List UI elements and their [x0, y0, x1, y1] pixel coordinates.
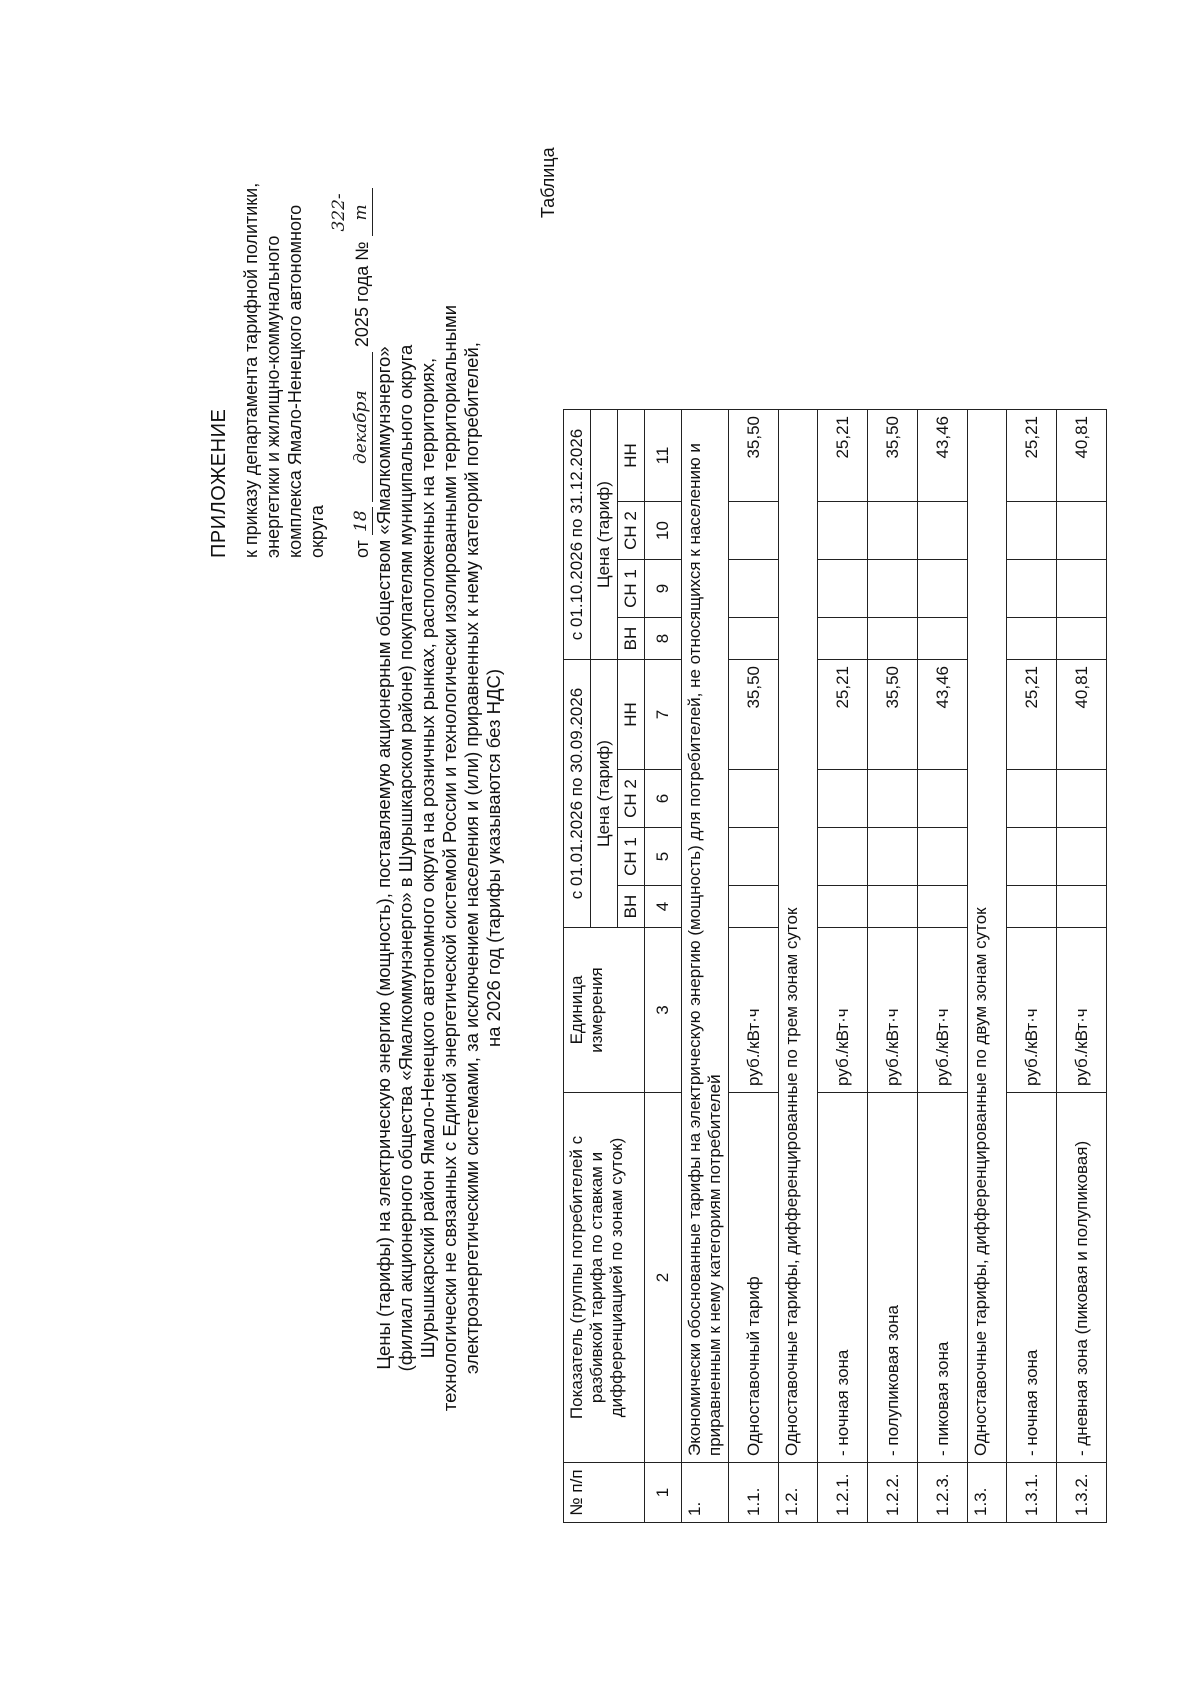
- tariff-value: [818, 560, 868, 618]
- table-row: [1007, 410, 1057, 1523]
- table-row: [729, 410, 779, 1523]
- subsection-label: Одноставочные тарифы, дифференцированные по двум зонам суток: [968, 410, 1007, 1463]
- tariff-value: [1007, 618, 1057, 660]
- column-number: 7: [645, 660, 682, 770]
- row-num: 1.2.1.: [818, 1463, 868, 1523]
- row-num: 1.1.: [729, 1463, 779, 1523]
- tariff-value: [918, 618, 968, 660]
- title-line: на 2026 год (тарифы указываются без НДС): [483, 668, 504, 1048]
- tariff-value: [1007, 502, 1057, 560]
- table-row: [868, 410, 918, 1523]
- column-number: 1: [645, 1463, 682, 1523]
- tariff-value: [1007, 560, 1057, 618]
- row-unit: руб./кВт·ч: [1007, 928, 1057, 1093]
- column-number: 11: [645, 410, 682, 502]
- row-unit: руб./кВт·ч: [818, 928, 868, 1093]
- row-label: - полупиковая зона: [868, 1093, 918, 1463]
- title-line: Шурышкарский район Ямало-Ненецкого автономного округа на розничных рынках, расположенных на территориях,: [417, 357, 438, 1359]
- tariff-value: 25,21: [818, 660, 868, 770]
- row-num: 1.3.: [968, 1463, 1007, 1523]
- subsection-row: [968, 410, 1007, 1523]
- handwritten-order-number: 322-т: [328, 188, 373, 236]
- header-period-1: с 01.01.2026 по 30.09.2026: [564, 660, 591, 928]
- row-label: - ночная зона: [1007, 1093, 1057, 1463]
- title-line: технологически не связанных с Единой энергетической системой России и технологически изолированными территориальными: [439, 304, 460, 1412]
- tariff-value: [918, 828, 968, 886]
- tariff-value: [868, 828, 918, 886]
- table-row: [1057, 410, 1107, 1523]
- tariff-value: [868, 560, 918, 618]
- tariff-value: [818, 828, 868, 886]
- tariff-value: 35,50: [729, 660, 779, 770]
- tariff-value: 25,21: [1007, 410, 1057, 502]
- appendix-line: к приказу департамента тарифной политики,: [241, 182, 261, 558]
- section-text: Экономически обоснованные тарифы на электрическую энергию (мощность) для потребителей, не относящихся к населению и приравненным к нему категориям потребителей: [682, 410, 729, 1463]
- table-row: [918, 410, 968, 1523]
- tariff-value: [918, 502, 968, 560]
- subsection-row: [779, 410, 818, 1523]
- column-number: 2: [645, 1093, 682, 1463]
- tariff-value: [1057, 828, 1107, 886]
- row-num: 1.: [682, 1463, 729, 1523]
- document-sheet: [208, 78, 1091, 1618]
- header-level: СН 1: [618, 560, 645, 618]
- column-number: 3: [645, 928, 682, 1093]
- tariff-value: 40,81: [1057, 410, 1107, 502]
- table-row: [818, 410, 868, 1523]
- column-number: 10: [645, 502, 682, 560]
- tariff-value: [1007, 828, 1057, 886]
- tariff-value: [818, 618, 868, 660]
- tariff-value: [818, 502, 868, 560]
- header-level: СН 1: [618, 828, 645, 886]
- appendix-heading: ПРИЛОЖЕНИЕ: [208, 408, 230, 558]
- tariff-value: [1007, 770, 1057, 828]
- header-period-2: с 01.10.2026 по 31.12.2026: [564, 410, 591, 660]
- tariff-value: 43,46: [918, 410, 968, 502]
- tariff-value: 35,50: [868, 410, 918, 502]
- header-level: НН: [618, 410, 645, 502]
- appendix-block: [208, 88, 373, 558]
- tariff-value: [729, 618, 779, 660]
- handwritten-month: декабря: [350, 352, 373, 502]
- title-line: (филиал акционерного общества «Ямалкоммунэнерго» в Шурышкарском районе) покупателям муниципального округа: [395, 344, 416, 1372]
- tariff-value: [729, 502, 779, 560]
- tariff-value: [868, 886, 918, 928]
- row-unit: руб./кВт·ч: [918, 928, 968, 1093]
- tariff-value: [1057, 886, 1107, 928]
- row-num: 1.3.1.: [1007, 1463, 1057, 1523]
- row-num: 1.3.2.: [1057, 1463, 1107, 1523]
- tariff-value: [918, 886, 968, 928]
- tariff-value: [1007, 886, 1057, 928]
- tariff-table: [563, 409, 1107, 1523]
- appendix-line: комплекса Ямало-Ненецкого автономного: [285, 204, 305, 558]
- column-number-row: [645, 410, 682, 1523]
- tariff-value: 40,81: [1057, 660, 1107, 770]
- title-line: электроэнергетическими системами, за исключением населения и (или) приравненных к нему категорий потребителей,: [461, 342, 482, 1374]
- row-unit: руб./кВт·ч: [729, 928, 779, 1093]
- tariff-value: 35,50: [729, 410, 779, 502]
- tariff-value: [868, 618, 918, 660]
- header-level: СН 2: [618, 770, 645, 828]
- tariff-value: 25,21: [818, 410, 868, 502]
- header-level: НН: [618, 660, 645, 770]
- header-unit: Единица измерения: [564, 928, 645, 1093]
- tariff-value: [729, 828, 779, 886]
- tariff-value: [868, 502, 918, 560]
- row-label: - пиковая зона: [918, 1093, 968, 1463]
- header-level: ВН: [618, 886, 645, 928]
- tariff-value: [918, 560, 968, 618]
- header-num: № п/п: [564, 1463, 645, 1523]
- section-row: [682, 410, 729, 1523]
- header-price-1: Цена (тариф): [591, 660, 618, 928]
- header-level: ВН: [618, 618, 645, 660]
- row-label: - дневная зона (пиковая и полупиковая): [1057, 1093, 1107, 1463]
- tariff-value: 35,50: [868, 660, 918, 770]
- appendix-line: округа: [307, 505, 327, 558]
- header-indicator: Показатель (группы потребителей с разбивкой тарифа по ставкам и дифференциацией по зонам суток): [564, 1093, 645, 1463]
- document-title: [373, 198, 505, 1518]
- row-num: 1.2.3.: [918, 1463, 968, 1523]
- row-num: 1.2.2.: [868, 1463, 918, 1523]
- row-label: Одноставочный тариф: [729, 1093, 779, 1463]
- tariff-value: [729, 560, 779, 618]
- row-unit: руб./кВт·ч: [868, 928, 918, 1093]
- row-label: - ночная зона: [818, 1093, 868, 1463]
- row-unit: руб./кВт·ч: [1057, 928, 1107, 1093]
- appendix-line: энергетики и жилищно-коммунального: [263, 235, 283, 558]
- tariff-value: 43,46: [918, 660, 968, 770]
- tariff-value: [1057, 502, 1107, 560]
- column-number: 6: [645, 770, 682, 828]
- date-prefix: от: [352, 540, 372, 558]
- column-number: 9: [645, 560, 682, 618]
- tariff-value: [868, 770, 918, 828]
- column-number: 4: [645, 886, 682, 928]
- tariff-value: [1057, 560, 1107, 618]
- tariff-value: [818, 886, 868, 928]
- subsection-label: Одноставочные тарифы, дифференцированные по трем зонам суток: [779, 410, 818, 1463]
- table-label: Таблица: [538, 147, 558, 218]
- tariff-value: [1057, 770, 1107, 828]
- tariff-value: [818, 770, 868, 828]
- header-price-2: Цена (тариф): [591, 410, 618, 660]
- handwritten-day: 18: [350, 507, 373, 535]
- tariff-value: [729, 770, 779, 828]
- tariff-value: [729, 886, 779, 928]
- tariff-value: 25,21: [1007, 660, 1057, 770]
- row-num: 1.2.: [779, 1463, 818, 1523]
- tariff-value: [918, 770, 968, 828]
- appendix-date-line: [328, 88, 373, 558]
- header-level: СН 2: [618, 502, 645, 560]
- year-text: 2025 года №: [352, 241, 372, 348]
- title-line: Цены (тарифы) на электрическую энергию (мощность), поставляемую акционерным обществом «Ямалкоммунэнерго»: [373, 346, 394, 1370]
- column-number: 8: [645, 618, 682, 660]
- column-number: 5: [645, 828, 682, 886]
- tariff-value: [1057, 618, 1107, 660]
